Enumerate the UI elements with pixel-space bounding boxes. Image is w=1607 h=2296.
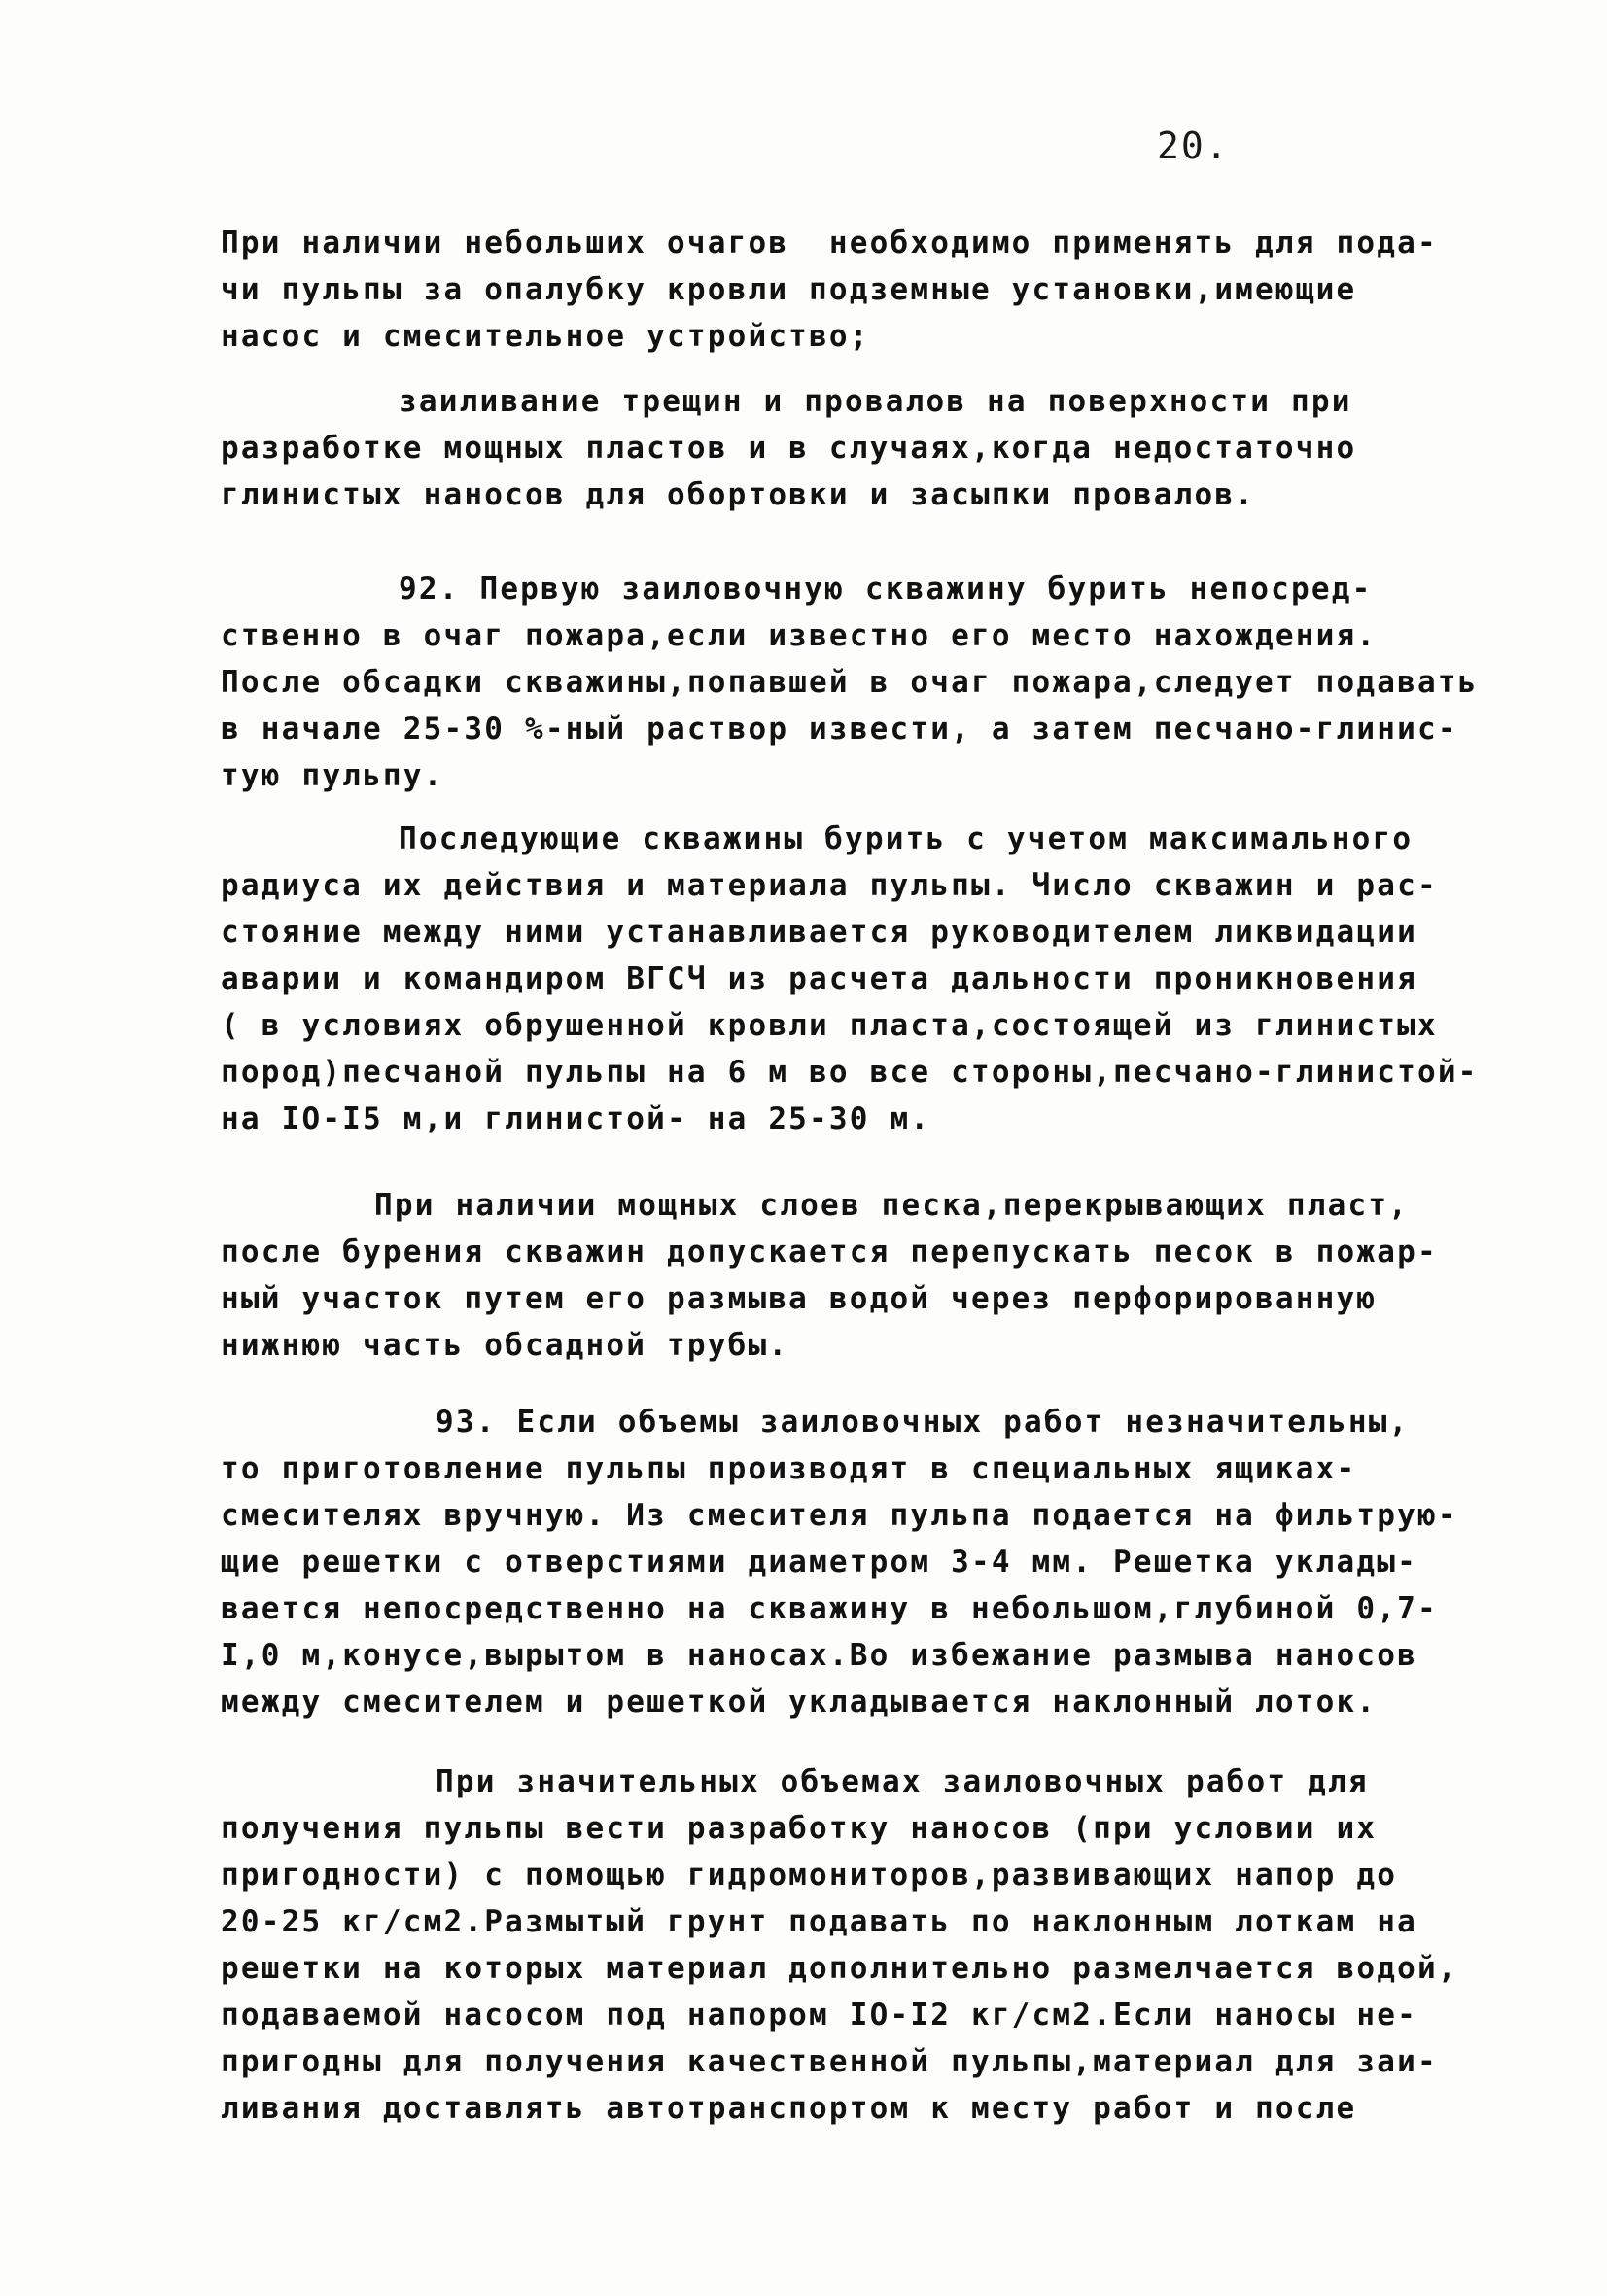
text-line: После обсадки скважины,попавшей в очаг пожара,следует подавать [221,665,1479,700]
text-line: между смесителем и решеткой укладывается наклонный лоток. [221,1685,1378,1720]
text-line: на IO-I5 м,и глинистой- на 25-30 м. [221,1101,931,1136]
text-line: аварии и командиром ВГСЧ из расчета дальности проникновения [221,961,1417,996]
text-line: глинистых наносов для обортовки и засыпки провалов. [221,477,1256,512]
text-line: I,0 м,конусе,вырытом в наносах.Во избежание размыва наносов [221,1638,1417,1673]
text-line: При наличии мощных слоев песка,перекрывающих пласт, [374,1188,1410,1223]
text-line: ( в условиях обрушенной кровли пласта,состоящей из глинистых [221,1008,1438,1043]
text-line: пород)песчаной пульпы на 6 м во все стороны,песчано-глинистой- [221,1055,1479,1090]
text-line: чи пульпы за опалубку кровли подземные установки,имеющие [221,272,1357,307]
text-line: то приготовление пульпы производят в специальных ящиках- [221,1451,1357,1486]
text-line: решетки на которых материал дополнительно размелчается водой, [221,1951,1458,1986]
text-line: Последующие скважины бурить с учетом максимального [399,821,1414,856]
text-line: подаваемой насосом под напором IO-I2 кг/см2.Если наносы не- [221,1998,1417,2033]
text-line: заиливание трещин и провалов на поверхности при [399,384,1352,419]
text-line: вается непосредственно на скважину в небольшом,глубиной 0,7- [221,1591,1438,1626]
text-line: разработке мощных пластов и в случаях,когда недостаточно [221,431,1357,466]
text-line: ственно в очаг пожара,если известно его место нахождения. [221,618,1378,653]
text-line: пригодности) с помощью гидромониторов,развивающих напор до [221,1858,1398,1893]
text-line: получения пульпы вести разработку наносов (при условии их [221,1811,1378,1846]
text-line: пригодны для получения качественной пульпы,материал для заи- [221,2044,1438,2079]
text-line: радиуса их действия и материала пульпы. Число скважин и рас- [221,868,1438,903]
text-line: ливания доставлять автотранспортом к месту работ и после [221,2091,1357,2126]
text-line: щие решетки с отверстиями диаметром 3-4 мм. Решетка уклады- [221,1545,1417,1580]
text-line: При значительных объемах заиловочных работ для [436,1764,1369,1799]
text-line: 92. Первую заиловочную скважину бурить непосред- [399,572,1373,607]
text-line: стояние между ними устанавливается руководителем ликвидации [221,915,1417,950]
text-line: после бурения скважин допускается перепускать песок в пожар- [221,1235,1438,1270]
text-line: ный участок путем его размыва водой через перфорированную [221,1281,1378,1316]
text-line: насос и смесительное устройство; [221,319,870,354]
text-line: тую пульпу. [221,758,444,793]
text-line: При наличии небольших очагов необходимо применять для пода- [221,226,1438,261]
text-line: нижнюю часть обсадной трубы. [221,1328,789,1363]
text-line: смесителях вручную. Из смесителя пульпа подается на фильтрую- [221,1498,1458,1533]
text-line: 20-25 кг/см2.Размытый грунт подавать по наклонным лоткам на [221,1904,1417,1939]
page-number: 20. [1157,124,1230,167]
text-line: в начале 25-30 %-ный раствор извести, а затем песчано-глинис- [221,712,1458,747]
text-line: 93. Если объемы заиловочных работ незначительны, [436,1405,1410,1440]
